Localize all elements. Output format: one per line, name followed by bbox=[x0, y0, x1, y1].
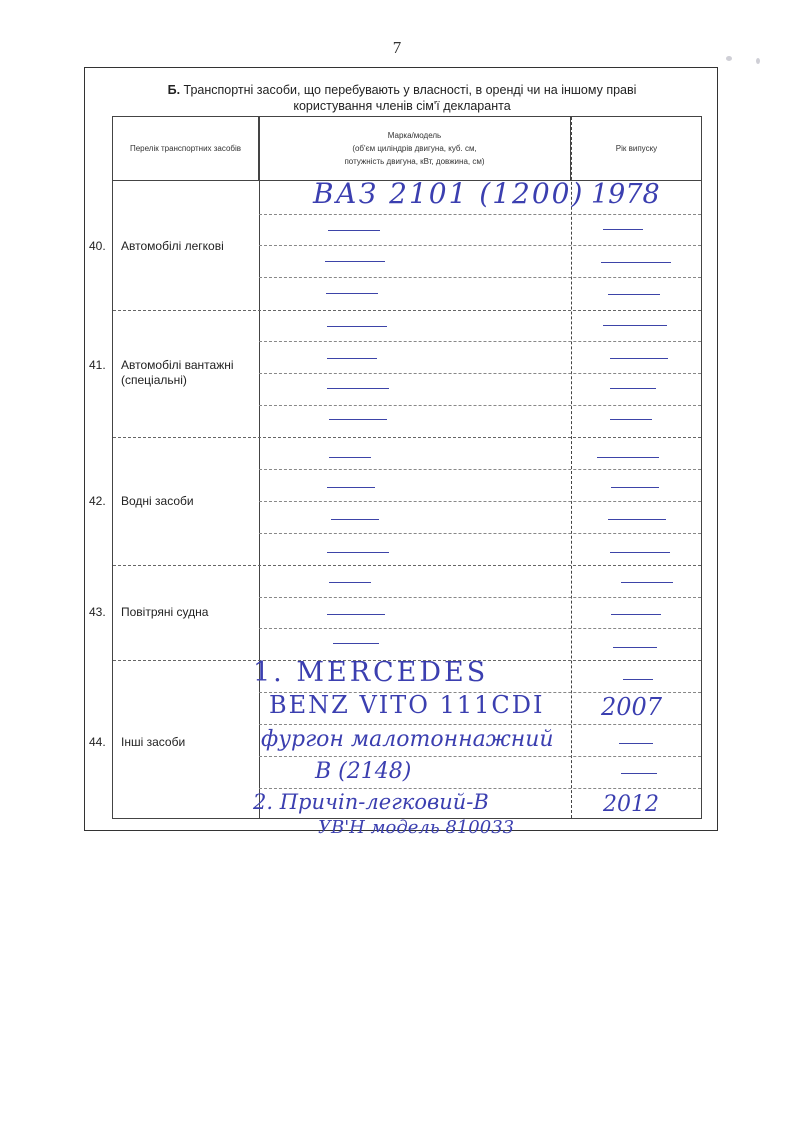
section-title bbox=[85, 82, 719, 114]
category-number-41: 41. bbox=[89, 358, 106, 372]
empty-entry-dash bbox=[621, 582, 673, 583]
empty-entry-dash bbox=[327, 487, 375, 488]
row-divider bbox=[259, 405, 701, 406]
row-divider bbox=[259, 469, 701, 470]
empty-entry-dash bbox=[329, 419, 387, 420]
category-number-44: 44. bbox=[89, 735, 106, 749]
empty-entry-dash bbox=[603, 229, 643, 230]
empty-entry-dash bbox=[608, 294, 660, 295]
header-vehicle-list bbox=[113, 117, 259, 181]
row-divider bbox=[259, 628, 701, 629]
row-divider bbox=[259, 533, 701, 534]
category-number-43: 43. bbox=[89, 605, 106, 619]
empty-entry-dash bbox=[329, 457, 371, 458]
category-number-40: 40. bbox=[89, 239, 106, 253]
scan-mark bbox=[726, 56, 732, 61]
empty-entry-dash bbox=[610, 388, 656, 389]
category-label-aircraft: Повітряні судна bbox=[121, 605, 209, 619]
section-title-line2: користування членів сім'ї декларанта bbox=[293, 99, 511, 113]
row-divider bbox=[259, 501, 701, 502]
category-label-trucks: Автомобілі вантажні (спеціальні) bbox=[121, 358, 234, 387]
category-divider bbox=[113, 310, 701, 311]
empty-entry-dash bbox=[331, 519, 379, 520]
header-year bbox=[571, 117, 702, 181]
empty-entry-dash bbox=[601, 262, 671, 263]
column-divider bbox=[259, 117, 260, 818]
empty-entry-dash bbox=[611, 487, 659, 488]
empty-entry-dash bbox=[327, 552, 389, 553]
row-divider bbox=[259, 756, 701, 757]
row-divider bbox=[259, 788, 701, 789]
empty-entry-dash bbox=[610, 419, 652, 420]
header-make-model-line3: потужність двигуна, кВт, довжина, см) bbox=[344, 157, 485, 166]
handwritten-44-line6: УВ'Н модель 810033 bbox=[318, 817, 515, 838]
row-divider bbox=[259, 597, 701, 598]
category-label-cars: Автомобілі легкові bbox=[121, 239, 224, 253]
empty-entry-dash bbox=[610, 552, 670, 553]
empty-entry-dash bbox=[621, 773, 657, 774]
header-vehicle-list-text: Перелік транспортних засобів bbox=[129, 144, 242, 153]
empty-entry-dash bbox=[327, 614, 385, 615]
handwritten-44-year2: 2012 bbox=[603, 792, 659, 817]
column-divider bbox=[571, 117, 572, 818]
header-year-text: Рік випуску bbox=[615, 144, 658, 153]
handwritten-44-line2: BENZ VITO 111CDI bbox=[269, 691, 545, 719]
handwritten-44-line3: фургон малотоннажний bbox=[261, 727, 554, 752]
section-letter: Б. bbox=[167, 83, 181, 97]
handwritten-44-year1: 2007 bbox=[601, 693, 663, 721]
handwritten-44-line4: В (2148) bbox=[315, 759, 412, 784]
handwritten-44-line1: 1. MERCEDES bbox=[253, 657, 489, 688]
section-title-line1: Транспортні засоби, що перебувають у власності, в оренді чи на іншому праві bbox=[183, 83, 637, 97]
row-divider bbox=[259, 341, 701, 342]
empty-entry-dash bbox=[610, 358, 668, 359]
empty-entry-dash bbox=[327, 358, 377, 359]
row-divider bbox=[259, 277, 701, 278]
row-divider bbox=[259, 245, 701, 246]
empty-entry-dash bbox=[623, 679, 653, 680]
vehicles-table bbox=[89, 116, 702, 838]
handwritten-year-40: 1978 bbox=[591, 179, 660, 210]
header-make-model bbox=[259, 117, 571, 181]
empty-entry-dash bbox=[597, 457, 659, 458]
empty-entry-dash bbox=[333, 643, 379, 644]
category-divider bbox=[113, 565, 701, 566]
empty-entry-dash bbox=[326, 293, 378, 294]
category-divider bbox=[113, 437, 701, 438]
empty-entry-dash bbox=[327, 388, 389, 389]
empty-entry-dash bbox=[608, 519, 666, 520]
empty-entry-dash bbox=[325, 261, 385, 262]
empty-entry-dash bbox=[329, 582, 371, 583]
category-label-water: Водні засоби bbox=[121, 494, 194, 508]
empty-entry-dash bbox=[613, 647, 657, 648]
page-number: 7 bbox=[392, 38, 402, 57]
empty-entry-dash bbox=[327, 326, 387, 327]
handwritten-model-40: ВАЗ 2101 (1200) bbox=[313, 177, 585, 210]
row-divider bbox=[259, 373, 701, 374]
category-label-other: Інші засоби bbox=[121, 735, 186, 749]
empty-entry-dash bbox=[611, 614, 661, 615]
header-make-model-line1: Марка/модель bbox=[387, 131, 442, 140]
handwritten-44-line5: 2. Причіп-легковий-В bbox=[253, 790, 489, 814]
empty-entry-dash bbox=[603, 325, 667, 326]
empty-entry-dash bbox=[328, 230, 380, 231]
scan-mark bbox=[756, 58, 760, 64]
row-divider bbox=[259, 724, 701, 725]
category-number-42: 42. bbox=[89, 494, 106, 508]
row-divider bbox=[259, 214, 701, 215]
empty-entry-dash bbox=[619, 743, 653, 744]
header-make-model-line2: (об'єм циліндрів двигуна, куб. см, bbox=[352, 144, 477, 153]
